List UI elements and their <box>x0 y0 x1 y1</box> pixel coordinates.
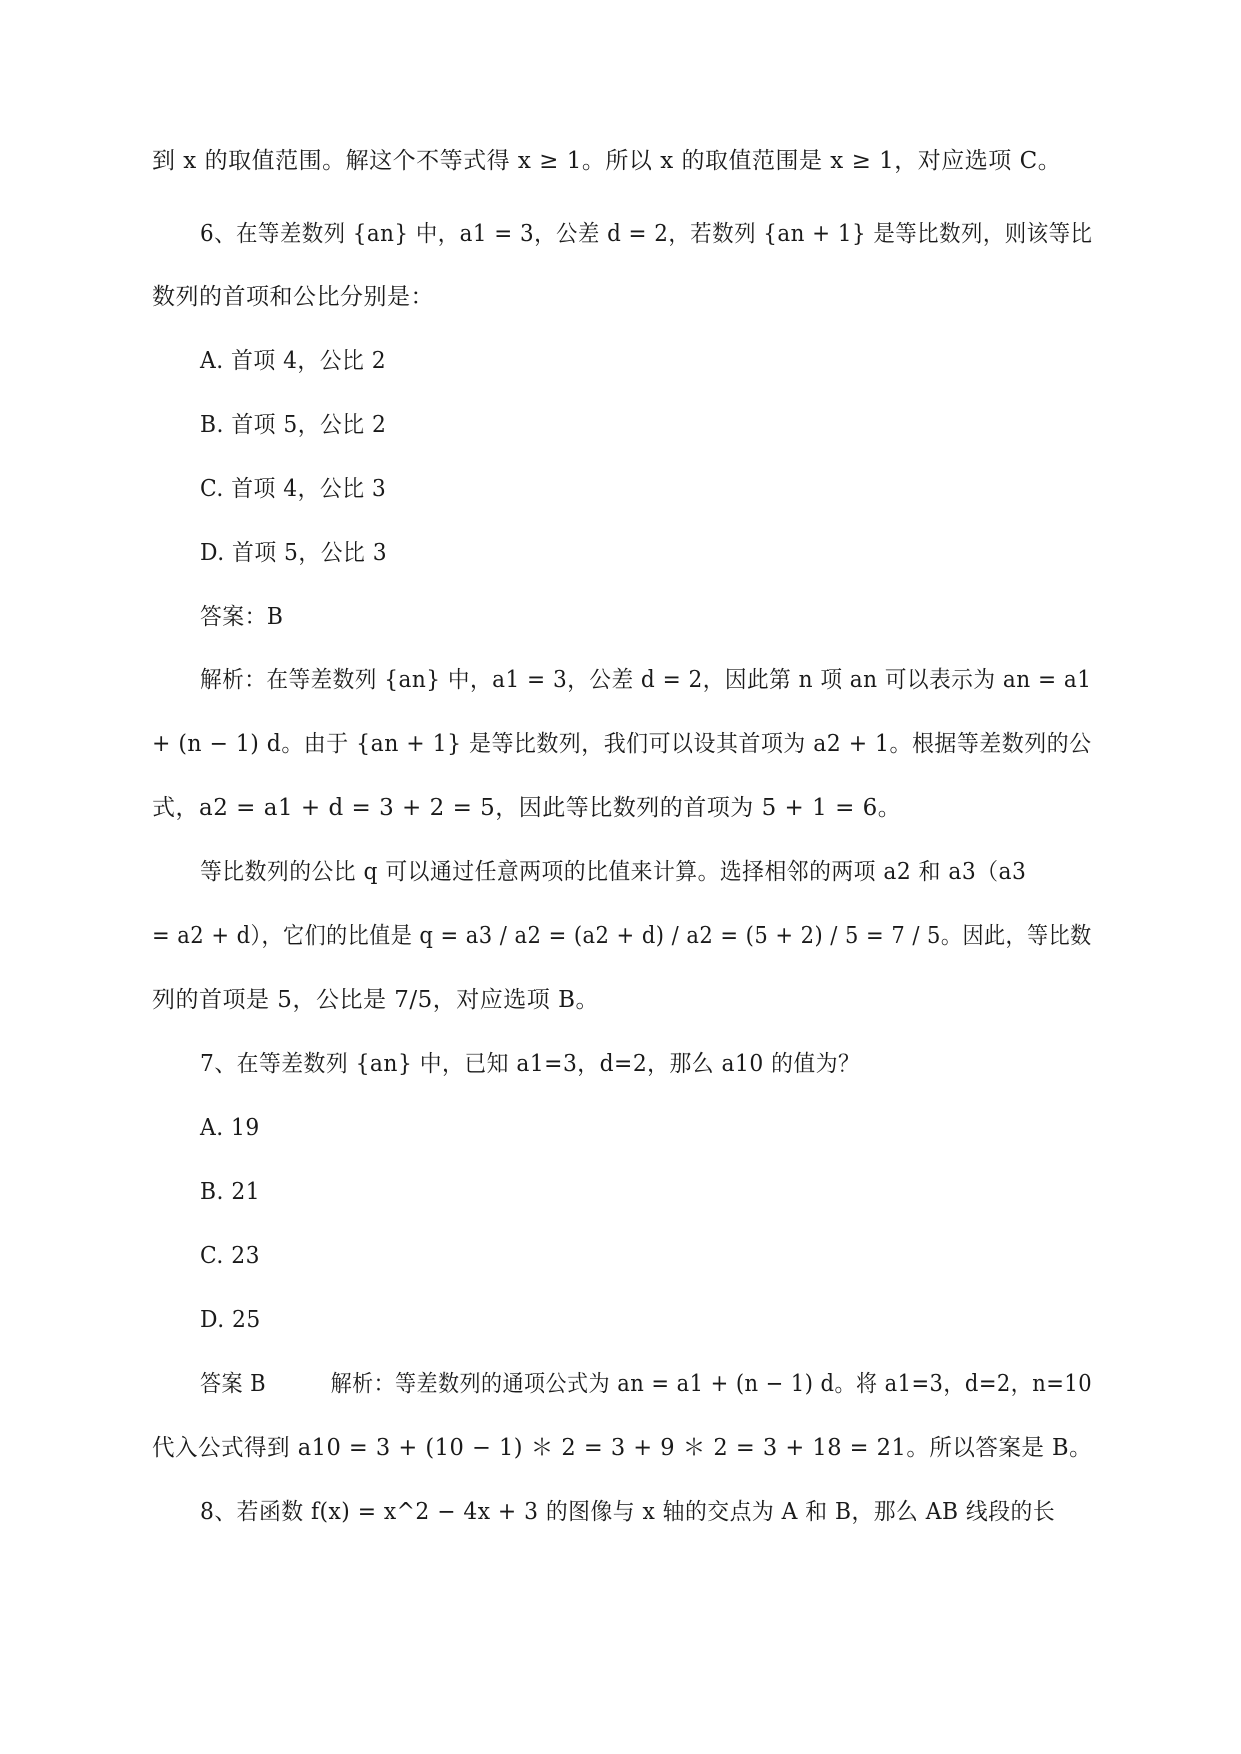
option-c: C. 23 <box>200 1243 260 1269</box>
option-c: C. 首项 4，公比 3 <box>200 476 387 502</box>
option-d: D. 首项 5，公比 3 <box>200 540 388 566</box>
question-7: 7、在等差数列 {an} 中，已知 a1=3，d=2，那么 a10 的值为？ <box>200 1051 861 1077</box>
analysis-line: 列的首项是 5，公比是 7/5，对应选项 B。 <box>152 987 599 1013</box>
option-d: D. 25 <box>200 1307 261 1333</box>
option-b: B. 21 <box>200 1179 261 1205</box>
question-6-line-2: 数列的首项和公比分别是： <box>152 284 434 310</box>
option-b: B. 首项 5，公比 2 <box>200 412 387 438</box>
option-a: A. 首项 4，公比 2 <box>200 348 387 374</box>
option-a: A. 19 <box>200 1115 260 1141</box>
analysis-line: 代入公式得到 a10 = 3 + (10 − 1) ＊ 2 = 3 + 9 ＊ 2 = 3 + 18 = 21。所以答案是 B。 <box>152 1435 1093 1461</box>
text-line: 到 x 的取值范围。解这个不等式得 x ≥ 1。所以 x 的取值范围是 x ≥ 1，对应选项 C。 <box>152 148 1062 174</box>
answer-6: 答案：B <box>200 604 284 630</box>
analysis-line: 等比数列的公比 q 可以通过任意两项的比值来计算。选择相邻的两项 a2 和 a3（a3 <box>200 859 1027 885</box>
analysis-line: 解析：在等差数列 {an} 中，a1 = 3，公差 d = 2，因此第 n 项 an 可以表示为 an = a1 <box>200 667 1092 693</box>
answer-7-analysis: 答案 B 解析：等差数列的通项公式为 an = a1 + (n − 1) d。将 a1=3，d=2，n=10 <box>200 1371 1093 1397</box>
question-6-line-1: 6、在等差数列 {an} 中，a1 = 3，公差 d = 2，若数列 {an + 1} 是等比数列，则该等比 <box>200 221 1093 247</box>
question-8: 8、若函数 f(x) = x^2 − 4x + 3 的图像与 x 轴的交点为 A 和 B，那么 AB 线段的长 <box>200 1499 1056 1525</box>
analysis-line: = a2 + d），它们的比值是 q = a3 / a2 = (a2 + d) / a2 = (5 + 2) / 5 = 7 / 5。因此，等比数 <box>152 923 1092 949</box>
analysis-line: 式，a2 = a1 + d = 3 + 2 = 5，因此等比数列的首项为 5 + 1 = 6。 <box>152 795 902 821</box>
analysis-line: + (n − 1) d。由于 {an + 1} 是等比数列，我们可以设其首项为 a2 + 1。根据等差数列的公 <box>152 731 1092 757</box>
